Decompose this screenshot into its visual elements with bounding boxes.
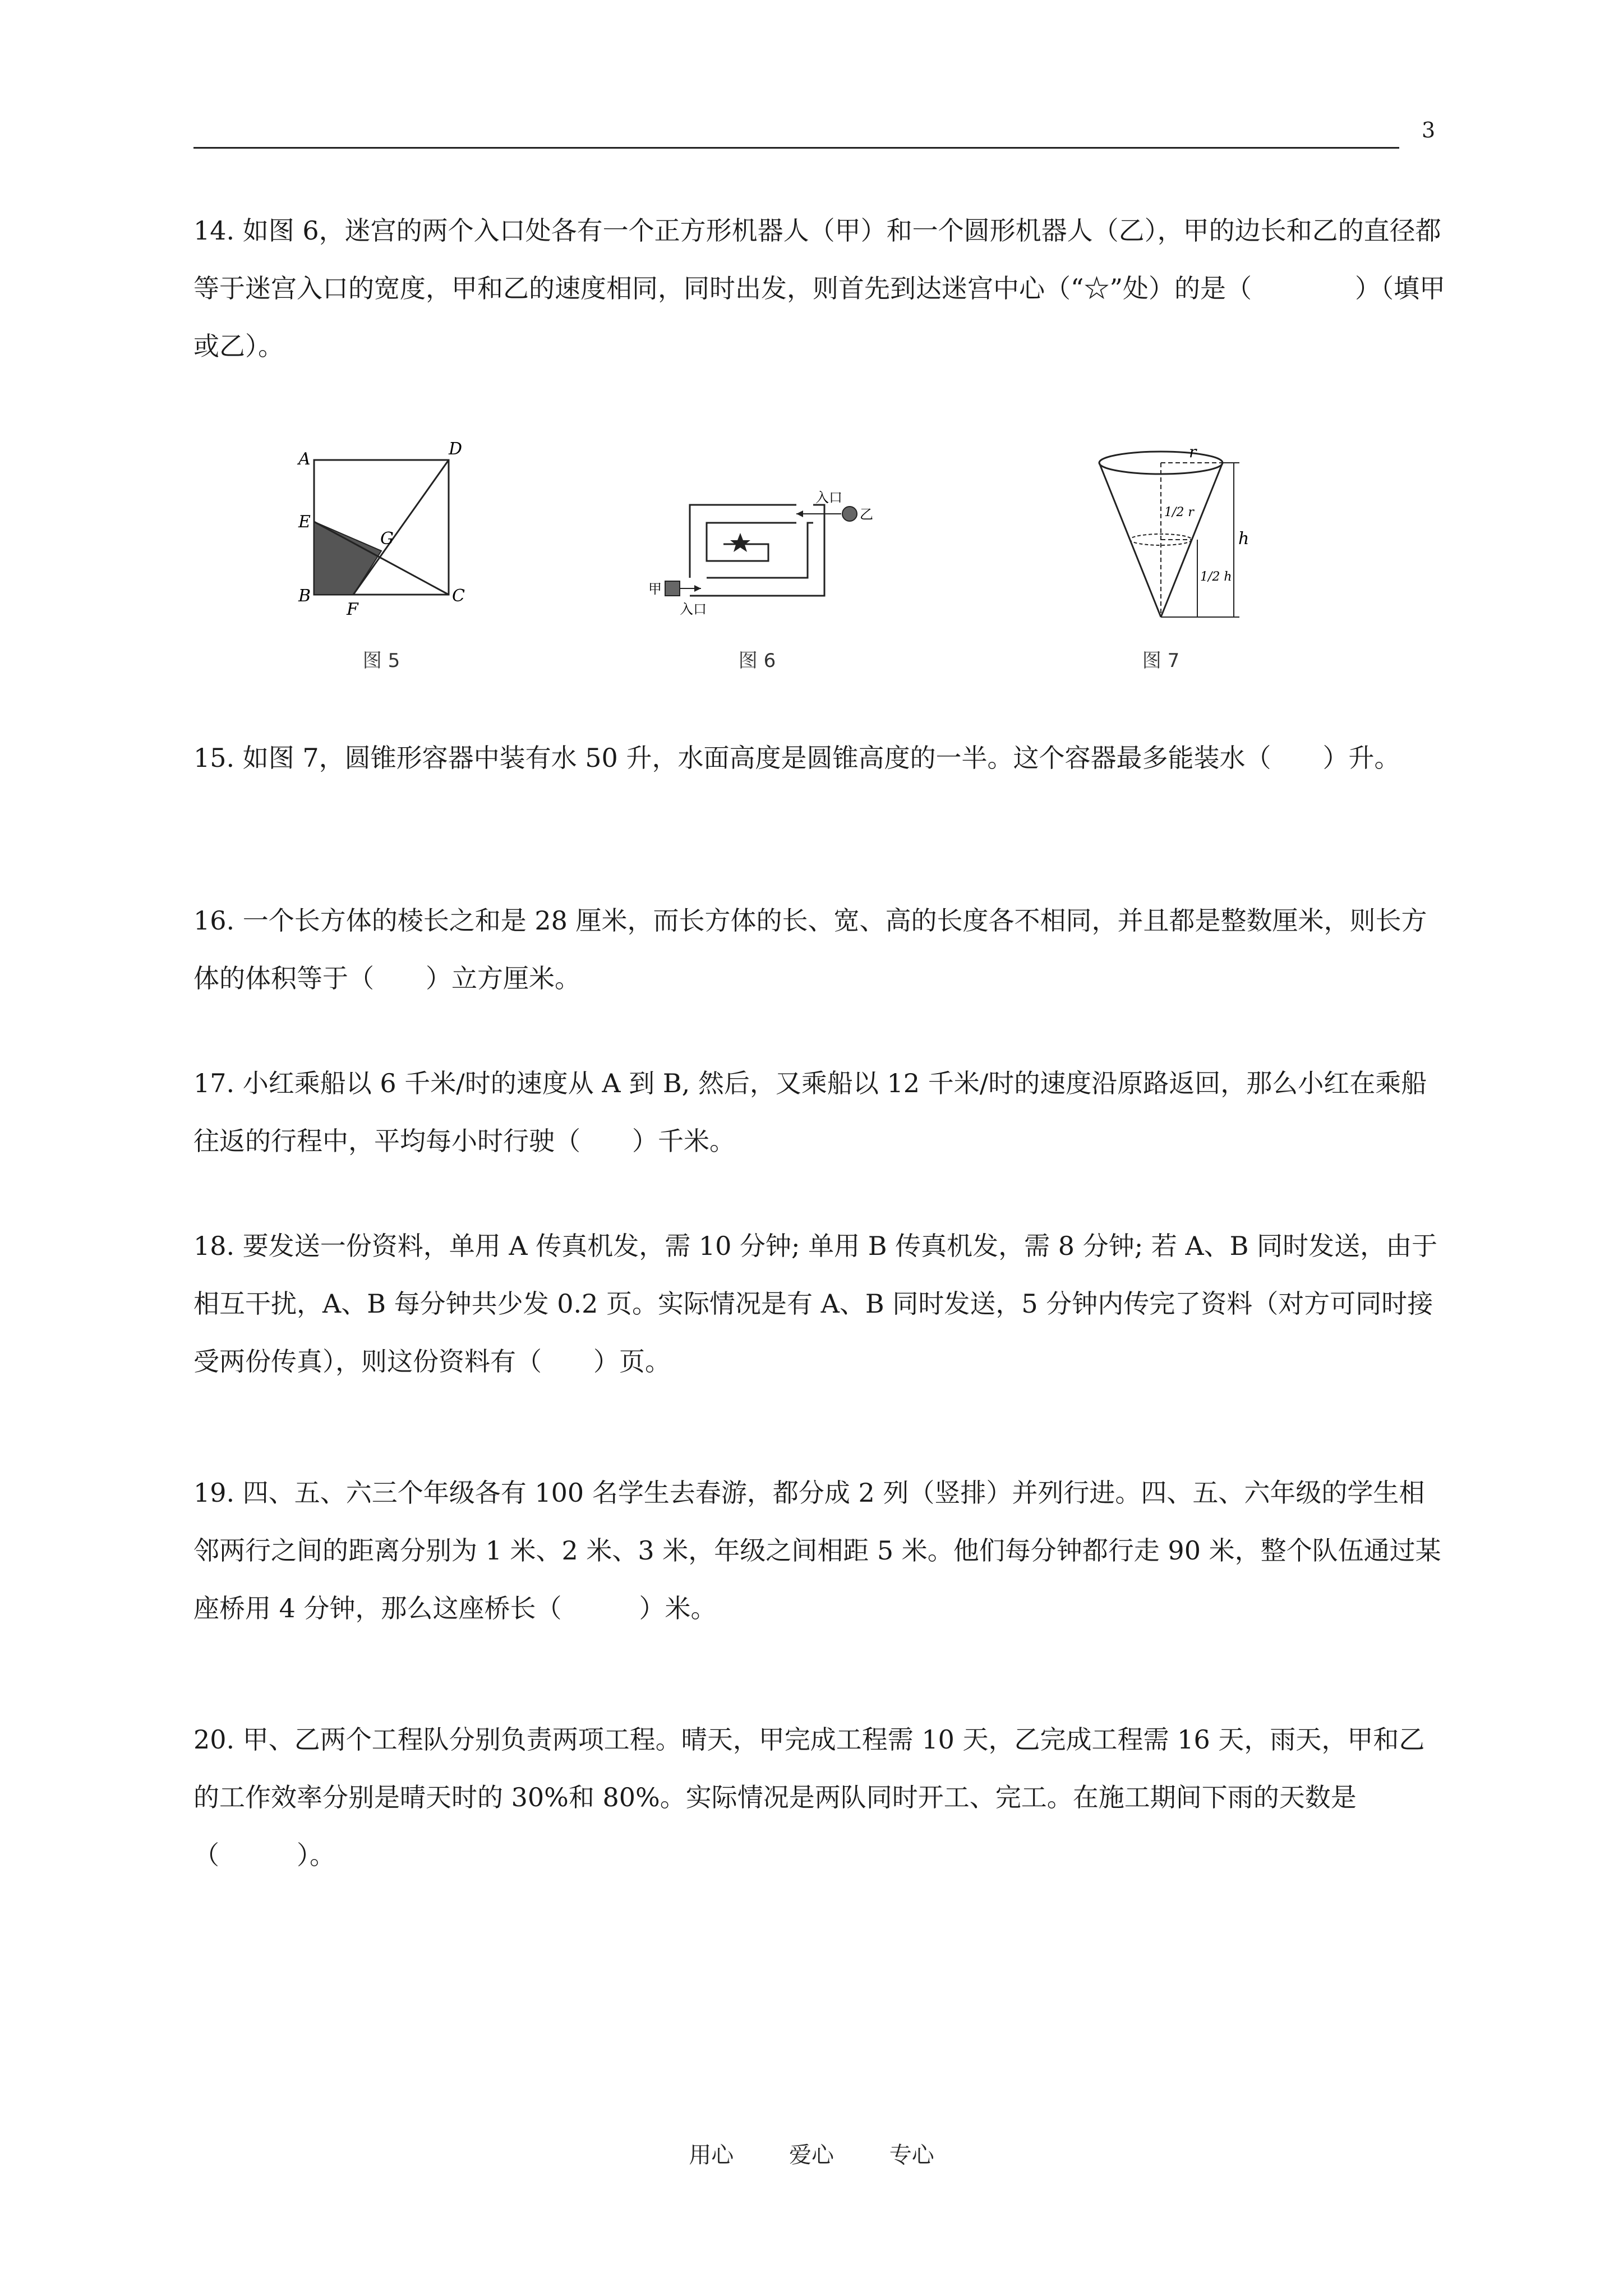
header-rule bbox=[193, 147, 1399, 149]
entrance-top-label: 入口 bbox=[815, 490, 842, 505]
star-icon bbox=[730, 533, 750, 552]
footer-text-1: 用心 bbox=[689, 2142, 734, 2168]
label-B: B bbox=[298, 586, 311, 606]
page-number: 3 bbox=[1422, 118, 1436, 142]
question-16: 16. 一个长方体的棱长之和是 28 厘米，而长方体的长、宽、高的长度各不相同，并且都是整数厘米，则长方体的体积等于（ ）立方厘米。 bbox=[193, 905, 1427, 993]
figure-7 bbox=[1082, 426, 1251, 672]
figure-7-drawing bbox=[1082, 426, 1251, 651]
question-14: 14. 如图 6，迷宫的两个入口处各有一个正方形机器人（甲）和一个圆形机器人（乙），甲的边长和乙的直径都等于迷宫入口的宽度，甲和乙的速度相同，同时出发，则首先到达迷宫中心（“☆”处）的是（ ）（填甲或乙）。 bbox=[193, 215, 1446, 361]
figure-7-caption: 图 7 bbox=[1142, 650, 1180, 672]
robot-yi-circle bbox=[842, 507, 857, 521]
label-h: h bbox=[1238, 529, 1249, 549]
question-19: 19. 四、五、六三个年级各有 100 名学生去春游，都分成 2 列（竖排）并列行进。四、五、六年级的学生相邻两行之间的距离分别为 1 米、2 米、3 米，年级之间相距 5 米。他们每分钟都行走 90 米，整个队伍通过某座桥用 4 分钟，那么这座桥长（ ）米。 bbox=[193, 1478, 1441, 1623]
question-18: 18. 要发送一份资料，单用 A 传真机发，需 10 分钟; 单用 B 传真机发，需 8 分钟; 若 A、B 同时发送，由于相互干扰，A、B 每分钟共少发 0.2 页。实际情况是有 A、B 同时发送，5 分钟内传完了资料（对方可同时接受两份传真），则这份资料有（ ）页。 bbox=[193, 1231, 1438, 1377]
label-half-h: 1/2 h bbox=[1200, 570, 1232, 584]
arrow-right-icon bbox=[694, 585, 701, 592]
page-footer bbox=[0, 2137, 1623, 2169]
figures-row bbox=[252, 426, 1318, 684]
figure-5-caption: 图 5 bbox=[362, 650, 400, 672]
figure-5-drawing bbox=[269, 426, 465, 651]
question-20: 20. 甲、乙两个工程队分别负责两项工程。晴天，甲完成工程需 10 天，乙完成工程需 16 天，雨天，甲和乙的工作效率分别是晴天时的 30%和 80%。实际情况是两队同时开工、完工。在施工期间下雨的天数是（ ）。 bbox=[193, 1724, 1425, 1870]
label-C: C bbox=[452, 586, 465, 606]
robot-jia-label: 甲 bbox=[648, 581, 662, 597]
robot-yi-label: 乙 bbox=[860, 507, 873, 522]
arrow-left-icon bbox=[796, 510, 803, 517]
question-17: 17. 小红乘船以 6 千米/时的速度从 A 到 B, 然后，又乘船以 12 千米/时的速度沿原路返回，那么小红在乘船往返的行程中，平均每小时行驶（ ）千米。 bbox=[193, 1068, 1427, 1156]
figure-6-caption: 图 6 bbox=[738, 650, 776, 672]
label-E: E bbox=[298, 512, 311, 532]
label-D: D bbox=[449, 439, 463, 459]
figure-5 bbox=[269, 426, 465, 672]
entrance-bottom-label: 入口 bbox=[680, 601, 707, 617]
label-half-r: 1/2 r bbox=[1164, 505, 1194, 519]
figure-6-drawing bbox=[639, 426, 875, 651]
figure-6 bbox=[639, 426, 875, 672]
label-r: r bbox=[1189, 443, 1197, 461]
footer-text-3: 专心 bbox=[889, 2142, 934, 2168]
robot-jia-square bbox=[665, 581, 680, 596]
question-15: 15. 如图 7，圆锥形容器中装有水 50 升，水面高度是圆锥高度的一半。这个容器最多能装水（ ）升。 bbox=[193, 743, 1400, 773]
label-F: F bbox=[347, 600, 358, 619]
label-A: A bbox=[298, 449, 311, 469]
label-G: G bbox=[380, 529, 394, 549]
footer-text-2: 爱心 bbox=[789, 2142, 834, 2168]
